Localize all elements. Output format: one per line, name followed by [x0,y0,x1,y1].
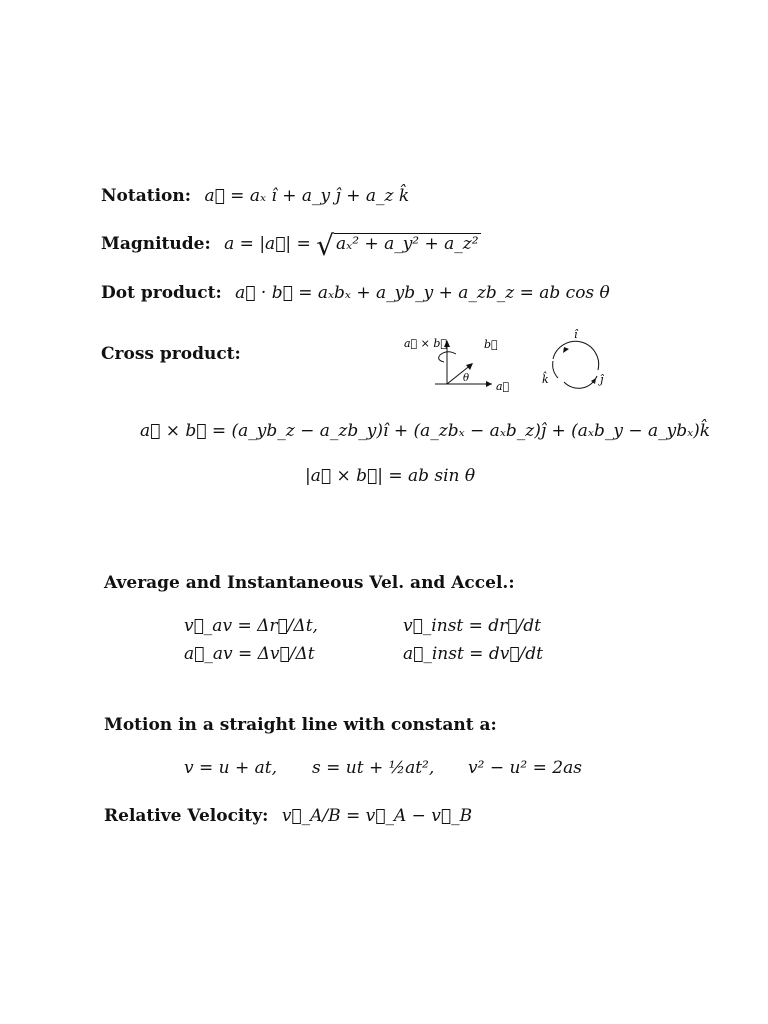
velocity-section-heading [104,575,523,592]
v-av-formula: v⃗_av = Δr⃗/Δt, [184,616,318,636]
velocity-section-label: Average and Instantaneous Vel. and Accel.: [104,573,515,593]
motion-section-heading [104,717,505,734]
v-inst-formula: v⃗_inst = dr⃗/dt [403,616,541,636]
rotation-arrow-tail [439,355,444,362]
cross-product-diagram [400,328,630,398]
motion-eq-3: v² − u² = 2as [468,758,582,778]
magnitude-line [101,229,481,262]
motion-eq-2: s = ut + ½at², [312,758,435,778]
a-label: a⃗ [496,380,510,393]
cycle-arrowhead-1 [563,347,569,353]
b-arrowhead [466,363,473,370]
notation-label: Notation: [101,186,192,206]
magnitude-radicand: aₓ² + a_y² + a_z² [336,234,479,254]
k-hat-label: k̂ [542,373,549,386]
a-arrowhead [486,381,492,387]
notation-formula: a⃗ = aₓ î + a_y ĵ + a_z k̂ [204,186,410,206]
cross-product-formula: a⃗ × b⃗ = (a_yb_z − a_zb_y)î + (a_zbₓ − aₓb_z)ĵ + (aₓb_y − a_ybₓ)k̂ [140,421,711,441]
a-av-formula: a⃗_av = Δv⃗/Δt [184,644,315,664]
motion-section-label: Motion in a straight line with constant a: [104,715,497,735]
notation-line [101,188,409,205]
i-hat-label: î [574,328,578,341]
cross-product-line [101,346,249,363]
cycle-arc-left [553,361,558,378]
motion-eq-1: v = u + at, [184,758,278,778]
theta-label: θ [463,373,470,384]
axb-label: a⃗ × b⃗ [404,337,448,350]
cross-product-magnitude: |a⃗ × b⃗| = ab sin θ [305,466,476,486]
rotation-arrow [440,352,456,355]
cycle-arc-top [553,341,599,370]
b-label: b⃗ [484,338,498,351]
magnitude-label: Magnitude: [101,234,211,254]
cross-product-label: Cross product: [101,344,241,364]
a-inst-formula: a⃗_inst = dv⃗/dt [403,644,543,664]
dot-product-label: Dot product: [101,283,222,303]
dot-product-formula: a⃗ · b⃗ = aₓbₓ + a_yb_y + a_zb_z = ab cos θ [235,283,610,303]
j-hat-label: ĵ [600,373,604,386]
relative-velocity-line [104,808,472,825]
magnitude-lhs: a = |a⃗| = [224,234,311,254]
cycle-arc-bottom [564,376,597,388]
relative-velocity-formula: v⃗_A/B = v⃗_A − v⃗_B [281,806,473,826]
relative-velocity-label: Relative Velocity: [104,806,269,826]
sqrt-radical: √ [316,229,335,262]
dot-product-line [101,285,610,302]
